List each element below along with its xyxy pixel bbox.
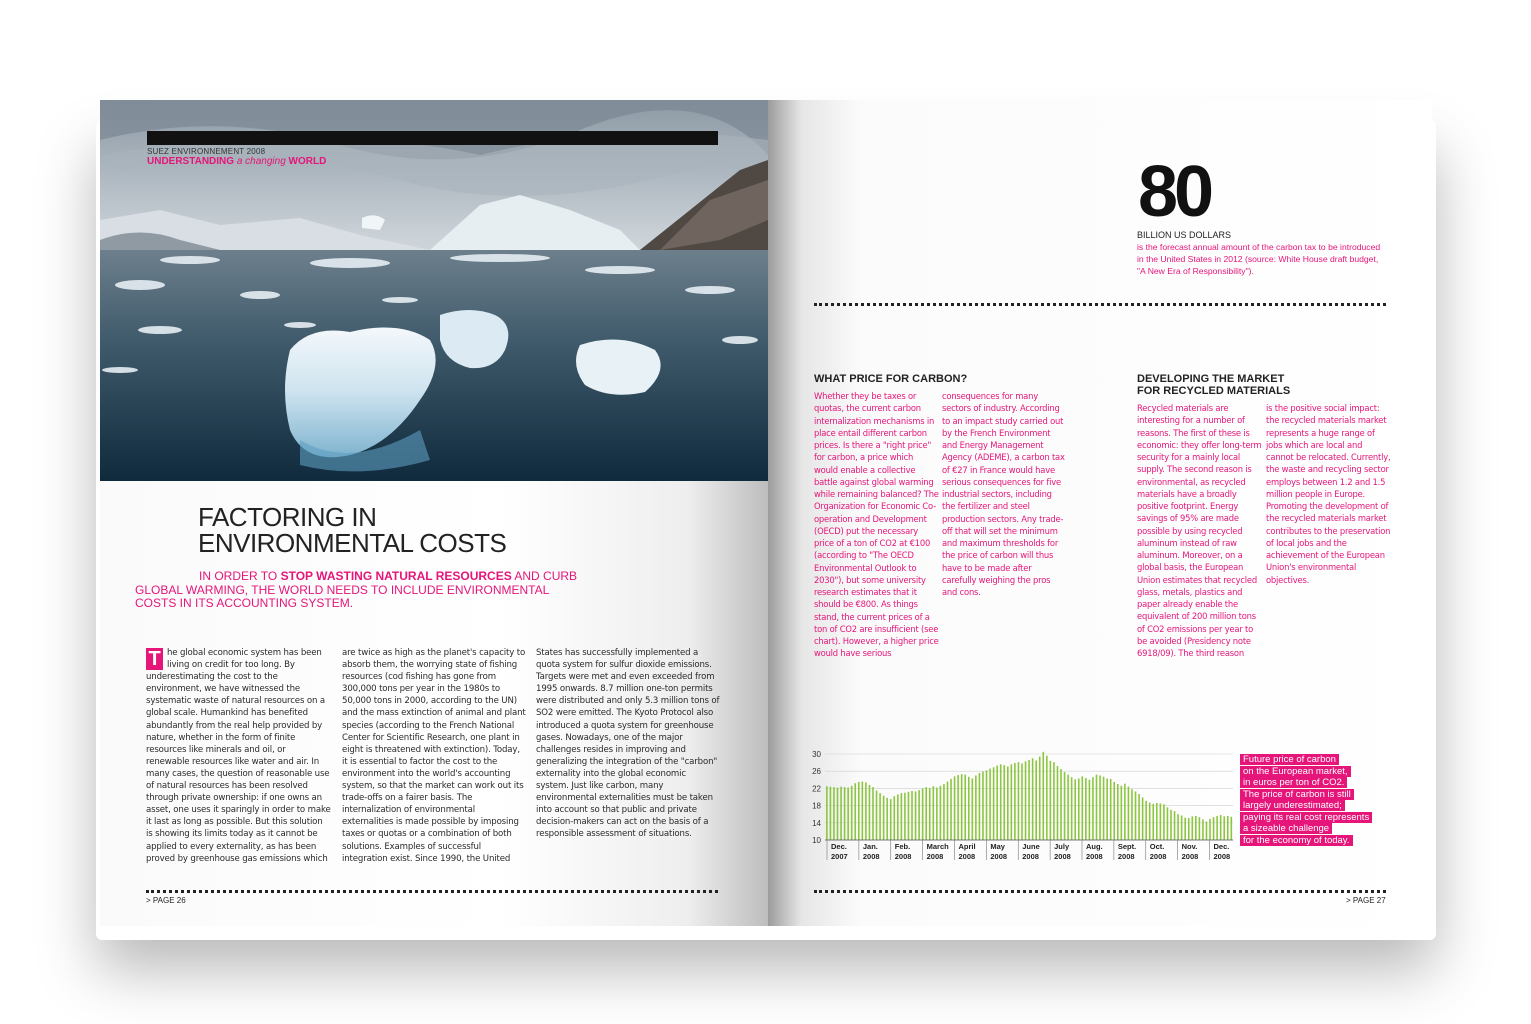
chart-bar — [1167, 807, 1169, 840]
chart-bar — [858, 782, 860, 840]
section-title-carbon: WHAT PRICE FOR CARBON? — [814, 373, 968, 385]
chart-bar — [908, 792, 910, 840]
chart-bar — [1213, 817, 1215, 840]
chart-bar — [833, 787, 835, 840]
chart-caption-line: largely underestimated; — [1240, 800, 1345, 811]
chart-bar — [911, 791, 913, 840]
chart-bar — [1121, 786, 1123, 840]
carbon-price-chart — [803, 748, 1239, 870]
chart-bar — [1199, 817, 1201, 840]
carbon-column-2: consequences for many sectors of industry. According to an impact study carried out by the French Environment and Energy Management Agency (ADEME), a carbon tax of €27 in France would have serious consequences for five industrial sectors, including the fertilizer and steel production sectors. Any trade-off that will set the minimum and maximum thresholds for the price of carbon will thus have to be made after carefully weighing the pros and cons. — [942, 391, 1065, 597]
chart-bar — [975, 776, 977, 841]
chart-bar — [1174, 811, 1176, 840]
y-tick-label: 18 — [812, 801, 821, 811]
chart-bar — [893, 796, 895, 840]
lede-bold: STOP WASTING NATURAL RESOURCES — [280, 569, 512, 583]
chart-bar — [847, 788, 849, 840]
chart-bar — [1216, 816, 1218, 840]
chart-bar — [869, 785, 871, 840]
article-lede — [135, 570, 585, 611]
chart-bar — [1209, 819, 1211, 840]
title-line-2: ENVIRONMENTAL COSTS — [198, 528, 507, 558]
section-title-recycled-line-1: DEVELOPING THE MARKET — [1137, 373, 1285, 385]
chart-bar — [890, 799, 892, 840]
recycled-column-2: is the positive social impact: the recycled materials market represents a huge range of jobs which are local and cannot be relocated. Currently, the waste and recycling sector employs between 1.2 and 1.5 million people in Europe. Promoting the development of the recycled materials market contributes to the preservation of local jobs and the achievement of the European Union's environmental objectives. — [1266, 403, 1391, 585]
chart-bar — [1039, 757, 1041, 840]
y-tick-label: 22 — [812, 784, 821, 794]
chart-caption-line: Future price of carbon — [1240, 754, 1339, 765]
recycled-column-1: Recycled materials are interesting for a number of reasons. The first of these is economic: they offer long-term security for a mainly local supply. The second reason is environmental, as recycled materials have a broadly positive footprint. Energy savings of 95% are made possible by using recycled aluminum instead of raw aluminum. Moreover, on a global basis, the European Union estimates that recycled glass, metals, plastics and paper already enable the equivalent of 200 million tons of CO2 emissions per year to be avoided (Presidency note 6918/09). The third reason — [1137, 403, 1262, 658]
body-column-2: are twice as high as the planet's capacity to absorb them, the worrying state of fishing resources (cod fishing has gone from 300,000 tons per year in the 1980s to 50,000 tons in 2000, according to the UN) and the mass extinction of animal and plant species (according to the French National Center for Scientific Research, one plant in eight is threatened with extinction). Today, it is essential to factor the cost to the environment into the world's accounting system, so that the market can work out its trade-offs on a fairer basis. The internalization of environmental externalities is made possible by imposing taxes or quotas or a combination of both solutions. Examples of successful integration exist. Since 1990, the United — [342, 648, 526, 864]
chart-bar — [1131, 789, 1133, 840]
chart-bar — [922, 788, 924, 840]
chart-bar — [1184, 818, 1186, 840]
carbon-column-1: Whether they be taxes or quotas, the current carbon internalization mechanisms in place entail different carbon prices. Is there a "right price" for carbon, a price which would enable a collective battle against global warming while remaining balanced? The Organization for Economic Co-operation and Development (OECD) put the necessary price of a ton of CO2 at €100 (according to "The OECD Environmental Outlook to 2030"), but some university research estimates that it should be €800. As things stand, the current prices of a ton of CO2 are insufficient (see chart). However, a higher price would have serious — [814, 391, 939, 659]
chart-bar — [957, 775, 959, 840]
chart-bar — [986, 770, 988, 840]
x-tick-label-month: Dec. — [831, 842, 847, 851]
x-tick-label-month: Dec. — [1213, 842, 1230, 851]
right-page — [768, 100, 1432, 926]
chart-bar — [1220, 815, 1222, 840]
title-line-1: FACTORING IN — [198, 502, 377, 532]
chart-caption — [1240, 754, 1400, 846]
x-tick-label-month: Sept. — [1117, 842, 1137, 851]
chart-bar — [936, 788, 938, 840]
chart-bar — [1227, 816, 1229, 840]
x-tick-label-year: 2008 — [1181, 852, 1199, 861]
chart-caption-line: for the economy of today. — [1240, 835, 1353, 846]
section-header — [147, 156, 326, 167]
big-figure-unit: BILLION US DOLLARS — [1137, 230, 1232, 240]
chart-bar — [1191, 816, 1193, 840]
chart-bar — [1014, 763, 1016, 840]
chart-bar — [862, 782, 864, 840]
chart-bar — [1007, 766, 1009, 840]
chart-bar — [1106, 779, 1108, 840]
chart-bar — [972, 779, 974, 840]
chart-bar — [851, 786, 853, 840]
chart-bar — [865, 782, 867, 840]
section-title-recycled-line-2: FOR RECYCLED MATERIALS — [1137, 384, 1291, 397]
chart-bar — [854, 783, 856, 840]
chart-bar — [1195, 816, 1197, 840]
chart-bar — [1042, 752, 1044, 840]
chart-bar — [1135, 791, 1137, 840]
chart-bar — [1124, 784, 1126, 840]
chart-bar — [904, 793, 906, 840]
header-bar — [147, 131, 718, 145]
publication-name: SUEZ ENVIRONNEMENT 2008 — [147, 147, 266, 156]
chart-bar — [1156, 803, 1158, 840]
chart-bar — [1071, 777, 1073, 840]
chart-bar — [1000, 764, 1002, 840]
y-tick-label: 26 — [812, 767, 821, 777]
body-column-3: States has successfully implemented a quota system for sulfur dioxide emissions. Targets were met and even exceeded from 1995 onwards. 8.7 million one-ton permits were distributed and only 5.3 million tons of SO2 were emitted. The Kyoto Protocol also introduced a quota system for greenhouse gases. Nowadays, one of the major challenges resides in improving and generalizing the integration of the "carbon" externality into the global economic system. Just like carbon, many environmental externalities must be taken into account so that public and private decision-makers can act on the basis of a responsible assessment of situations. — [536, 648, 720, 840]
chart-bar — [1064, 772, 1066, 840]
chart-bar — [1078, 779, 1080, 840]
x-tick-label-month: Jan. — [862, 842, 878, 851]
chart-bar — [1035, 760, 1037, 840]
chart-bar — [1092, 777, 1094, 840]
chart-bar — [1067, 775, 1069, 840]
iceberg-photo — [100, 100, 768, 481]
chart-bar — [1170, 810, 1172, 840]
chart-caption-line: paying its real cost represents — [1240, 812, 1372, 823]
chart-bar — [886, 798, 888, 840]
chart-bar — [989, 769, 991, 840]
chart-bar — [993, 767, 995, 840]
x-tick-label-month: April — [958, 842, 976, 851]
chart-bar — [925, 787, 927, 840]
section-header-bold1: UNDERSTANDING — [147, 156, 235, 167]
chart-bar — [844, 787, 846, 840]
chart-bar — [954, 776, 956, 840]
left-page — [100, 100, 768, 926]
x-tick-label-month: March — [926, 842, 949, 851]
chart-bar — [1089, 780, 1091, 840]
y-tick-label: 10 — [812, 836, 821, 845]
x-tick-label-year: 2008 — [894, 852, 912, 861]
chart-bar — [1082, 776, 1084, 840]
chart-bar — [1057, 766, 1059, 840]
chart-bar — [1177, 814, 1179, 840]
x-tick-label-year: 2008 — [1054, 852, 1071, 861]
section-header-bold2: WORLD — [288, 156, 327, 167]
chart-bar — [943, 784, 945, 840]
chart-bar — [876, 791, 878, 840]
chart-bar — [1060, 769, 1062, 840]
chart-bar — [918, 790, 920, 840]
y-tick-label: 30 — [812, 750, 821, 759]
chart-bar — [826, 786, 828, 840]
drop-cap: T — [146, 648, 163, 670]
chart-bar — [1160, 803, 1162, 840]
lede-pre: IN ORDER TO — [199, 569, 281, 583]
chart-bar — [872, 787, 874, 840]
x-tick-label-month: July — [1054, 842, 1070, 851]
chart-bar — [1025, 761, 1027, 840]
chart-bar — [961, 774, 963, 840]
chart-bar — [1028, 760, 1030, 840]
chart-bar — [950, 779, 952, 840]
chart-bar — [1113, 782, 1115, 840]
chart-bar — [1163, 804, 1165, 840]
x-tick-label-year: 2008 — [990, 852, 1008, 861]
chart-bar — [979, 773, 981, 840]
article-title — [198, 504, 506, 556]
x-tick-label-year: 2008 — [926, 852, 944, 861]
chart-bar — [840, 787, 842, 840]
chart-bar — [968, 777, 970, 840]
chart-bar — [1018, 762, 1020, 840]
chart-bar — [837, 788, 839, 840]
chart-bar — [940, 786, 942, 840]
chart-bar — [1202, 819, 1204, 840]
chart-bar — [929, 788, 931, 840]
y-tick-label: 14 — [812, 818, 821, 828]
body-column-1-text: he global economic system has been living on credit for too long. By underestimating the cost to the environment, we have witnessed the systematic waste of natural resources on a global scale. Humankind has benefited abundantly from the real help provided by nature, whether in the form of finite resources like minerals and oil, or renewable resources like water and air. In many cases, the question of reasonable use of natural resources has been resolved through private ownership: if one owns an asset, one uses it sparingly in order to make it last as long as possible. But this solution is showing its limits today as it cannot be applied to every externality, as has been proved by greenhouse gas emissions which — [146, 648, 331, 864]
chart-bar — [1099, 776, 1101, 841]
chart-bar — [1117, 784, 1119, 840]
body-column-1 — [146, 647, 331, 865]
chart-bar — [1011, 764, 1013, 840]
chart-bar — [1138, 794, 1140, 840]
chart-bar — [901, 793, 903, 840]
page-number-left: > PAGE 26 — [146, 896, 186, 905]
x-tick-label-year: 2008 — [1117, 852, 1135, 861]
chart-bar — [1145, 801, 1147, 840]
x-tick-label-year: 2008 — [958, 852, 976, 861]
chart-bar — [1053, 762, 1055, 840]
chart-bar — [1050, 761, 1052, 840]
chart-bar — [964, 775, 966, 840]
chart-bar — [947, 782, 949, 840]
chart-bar — [879, 793, 881, 840]
chart-bar — [996, 766, 998, 840]
chart-bar — [1074, 779, 1076, 840]
chart-bar — [897, 794, 899, 840]
x-tick-label-year: 2008 — [1086, 852, 1103, 861]
chart-bar — [1223, 816, 1225, 840]
chart-bar — [932, 786, 934, 840]
chart-bar — [1231, 817, 1233, 840]
chart-caption-line: The price of carbon is still — [1240, 789, 1354, 800]
lede-post: AND CURB GLOBAL WARMING, THE WORLD NEEDS TO INCLUDE ENVIRONMENTAL COSTS IN ITS ACCOUNTING SYSTEM. — [135, 569, 578, 610]
chart-caption-line: in euros per ton of CO2. — [1240, 777, 1347, 788]
top-divider — [814, 303, 1386, 306]
chart-bar — [1085, 778, 1087, 840]
x-tick-label-year: 2008 — [1149, 852, 1167, 861]
x-tick-label-year: 2008 — [1213, 852, 1231, 861]
chart-bar — [982, 772, 984, 840]
chart-bar — [1021, 763, 1023, 840]
x-tick-label-month: Oct. — [1149, 842, 1165, 851]
chart-caption-line: a sizeable challenge — [1240, 823, 1332, 834]
chart-bar — [883, 796, 885, 840]
section-title-recycled — [1137, 374, 1290, 397]
x-tick-label-month: Aug. — [1086, 842, 1103, 851]
chart-bar — [1003, 765, 1005, 840]
footer-divider-right — [814, 890, 1386, 893]
section-header-italic: a changing — [236, 156, 286, 167]
chart-bar — [1096, 775, 1098, 840]
chart-bar — [915, 791, 917, 840]
x-tick-label-year: 2008 — [862, 852, 880, 861]
x-tick-label-year: 2007 — [831, 852, 848, 861]
x-tick-label-month: June — [1022, 842, 1040, 851]
chart-bar — [1128, 787, 1130, 840]
chart-bar — [1149, 803, 1151, 840]
x-tick-label-month: Feb. — [894, 842, 911, 851]
big-figure-description: is the forecast annual amount of the carbon tax to be introduced in the United States in 2012 (source: White House draft budget, "A New Era of Responsibility"). — [1137, 242, 1381, 276]
chart-bar — [1046, 756, 1048, 840]
chart-bar — [1206, 822, 1208, 840]
page-number-right: > PAGE 27 — [1346, 896, 1386, 905]
big-figure: 80 — [1138, 152, 1211, 232]
chart-bar — [1181, 815, 1183, 840]
chart-caption-line: on the European market, — [1240, 766, 1351, 777]
x-tick-label-month: Nov. — [1181, 842, 1198, 851]
chart-bar — [1152, 804, 1154, 840]
footer-divider — [146, 890, 718, 893]
chart-bar — [1103, 777, 1105, 840]
chart-bar — [1142, 797, 1144, 840]
chart-bar — [1188, 818, 1190, 840]
chart-bar — [830, 787, 832, 840]
chart-bar — [1032, 758, 1034, 840]
x-tick-label-year: 2008 — [1022, 852, 1039, 861]
x-tick-label-month: May — [990, 842, 1005, 851]
chart-bar — [1110, 779, 1112, 840]
